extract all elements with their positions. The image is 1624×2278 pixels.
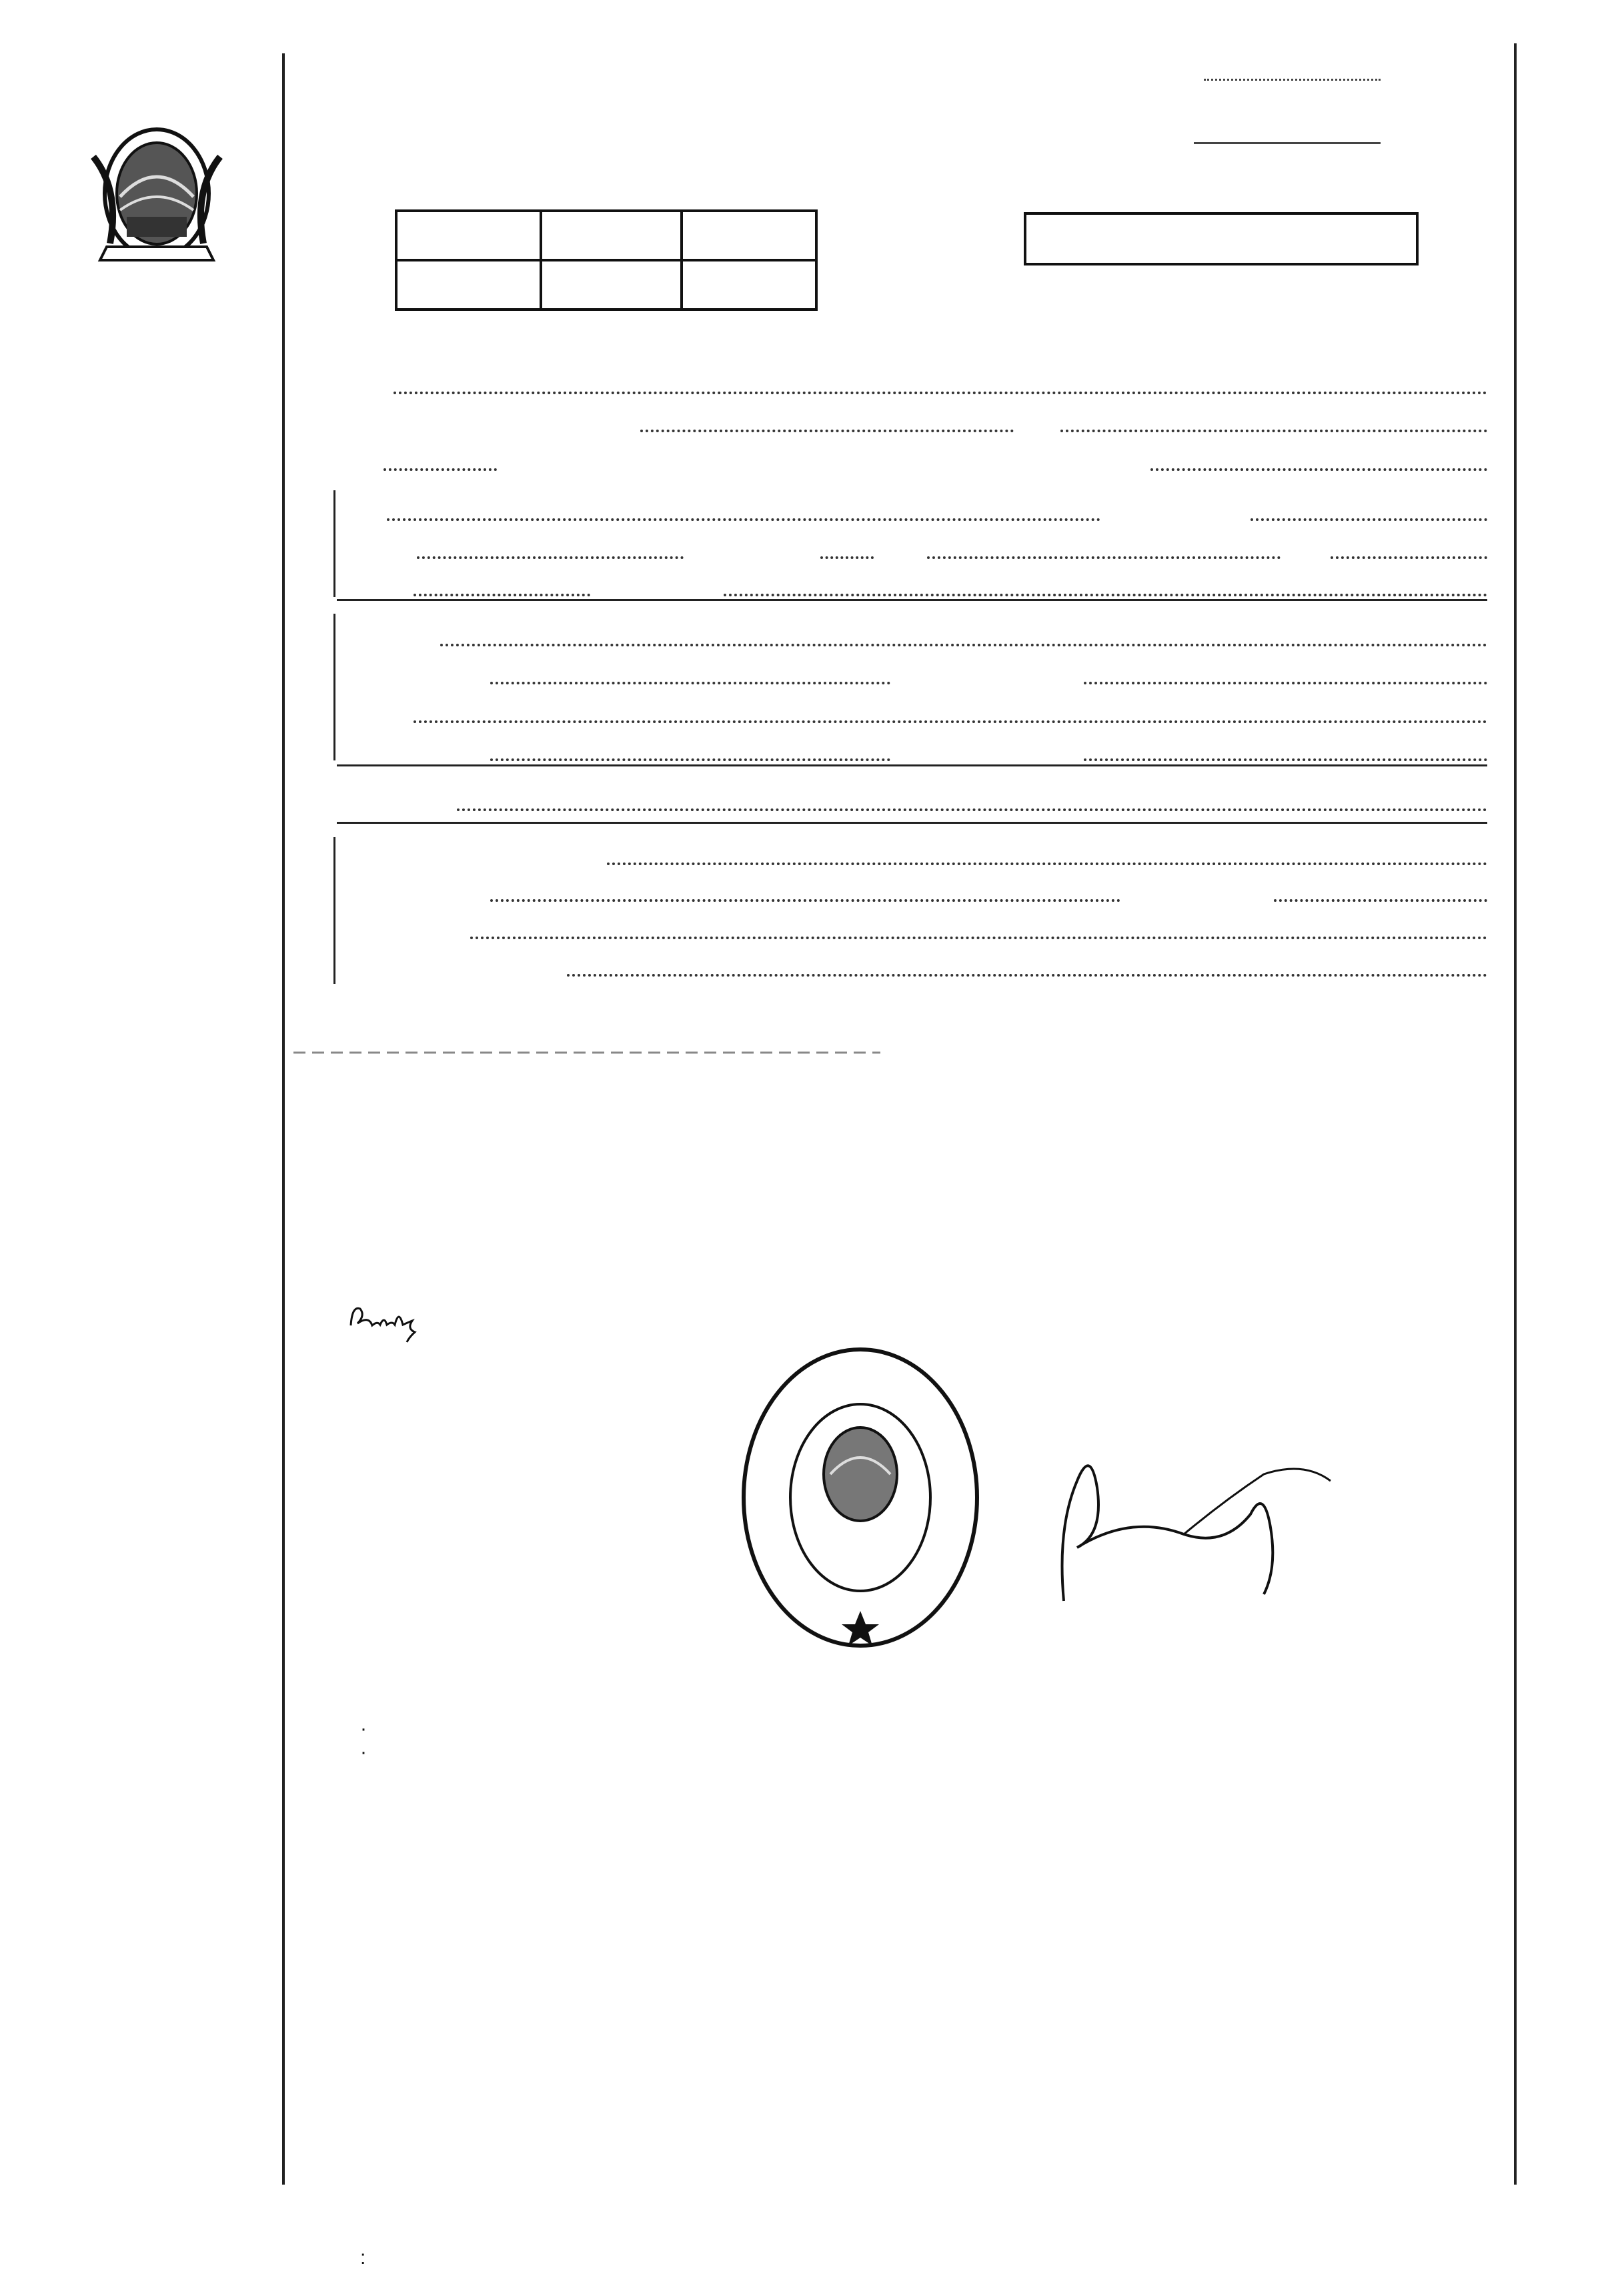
table-value-acta [541,260,682,310]
table-value-tomo [396,260,541,310]
right-margin-line [1514,43,1517,2185]
record-table [395,209,818,311]
margin-tick: · [360,1741,367,1763]
left-margin-line [282,53,285,2185]
table-value-ano [682,260,816,310]
declarant-signature [345,1295,426,1349]
margin-tick: · [360,1718,367,1740]
misiones-logo [80,117,233,270]
table-header-acta [541,211,682,260]
serial-frame-bottom [1194,142,1381,144]
document-type-box [1024,212,1419,265]
table-header-tomo [396,211,541,260]
official-seal [734,1341,987,1654]
serial-frame-top [1204,79,1381,81]
table-header-ano [682,211,816,260]
margin-tick: : [360,2247,366,2269]
official-signature-scribble [1050,1434,1397,1608]
identification-sticker [293,1047,887,1297]
